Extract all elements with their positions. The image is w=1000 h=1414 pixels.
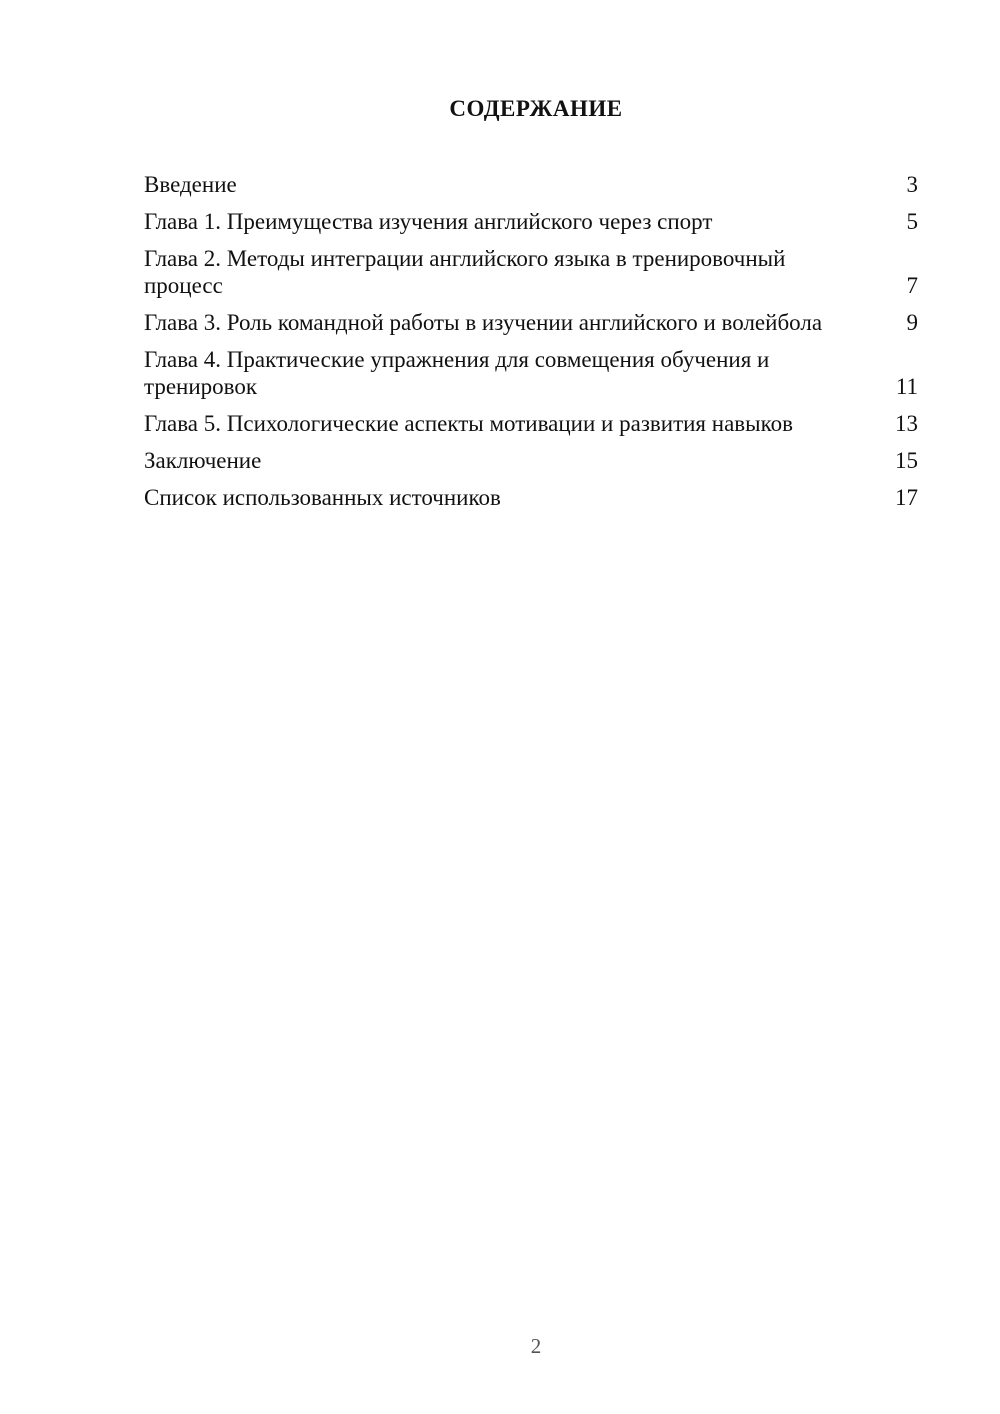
- toc-entry-page: 11: [895, 374, 918, 399]
- toc-entry-chapter-4[interactable]: [144, 346, 918, 400]
- page-title: СОДЕРЖАНИЕ: [449, 96, 623, 121]
- toc-entry-text: Список использованных источников: [144, 485, 501, 510]
- page-number: 2: [530, 1334, 542, 1358]
- toc-entry-text: Глава 4. Практические упражнения для совмещения обучения и тренировок: [144, 347, 770, 399]
- toc-entry-page: 3: [906, 172, 918, 197]
- toc-entry-chapter-1[interactable]: [144, 208, 918, 235]
- toc-entry-text: Заключение: [144, 448, 262, 473]
- toc-entry-chapter-3[interactable]: [144, 309, 918, 336]
- toc-entry-text: Введение: [144, 172, 237, 197]
- toc-entry-page: 9: [906, 310, 918, 335]
- toc-entry-page: 13: [895, 411, 918, 436]
- toc-entry-text: Глава 2. Методы интеграции английского языка в тренировочный процесс: [144, 246, 786, 298]
- toc-entry-conclusion[interactable]: [144, 447, 918, 474]
- toc-entry-references[interactable]: [144, 484, 918, 511]
- toc-entry-text: Глава 1. Преимущества изучения английского через спорт: [144, 209, 713, 234]
- toc-entry-page: 17: [895, 485, 918, 510]
- toc-entry-text: Глава 3. Роль командной работы в изучении английского и волейбола: [144, 310, 823, 335]
- toc-entry-page: 15: [895, 448, 918, 473]
- toc-entry-chapter-5[interactable]: [144, 410, 918, 437]
- toc-entry-text: Глава 5. Психологические аспекты мотивации и развития навыков: [144, 411, 793, 436]
- table-of-contents: [144, 171, 918, 521]
- toc-entry-page: 7: [906, 273, 918, 298]
- toc-entry-introduction[interactable]: [144, 171, 918, 198]
- toc-entry-chapter-2[interactable]: [144, 245, 918, 299]
- toc-entry-page: 5: [906, 209, 918, 234]
